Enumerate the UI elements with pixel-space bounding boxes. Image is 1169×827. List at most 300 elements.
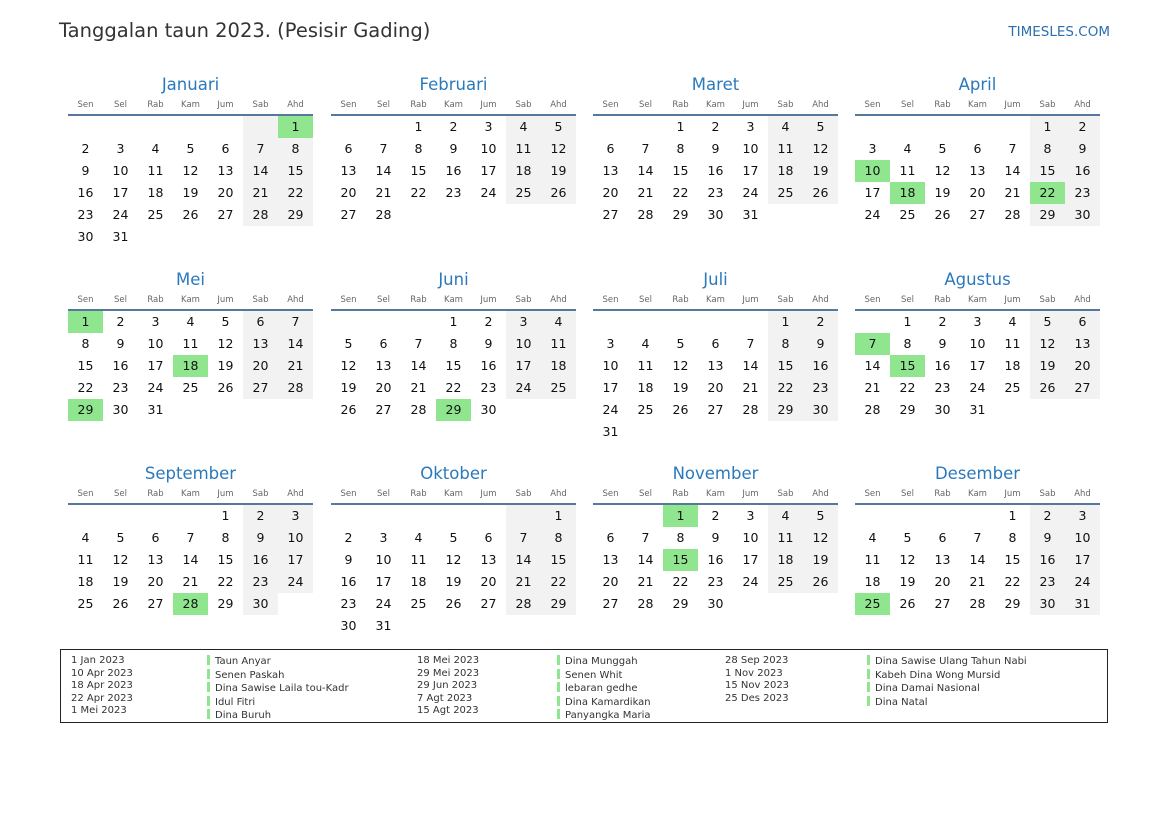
day-cell: 19 (803, 549, 838, 571)
day-cell: 16 (445, 163, 462, 178)
day-cell: 14 (637, 163, 654, 178)
holiday-cell: 18 (890, 182, 925, 204)
month-november (593, 460, 838, 615)
day-cell: 10 (112, 163, 129, 178)
legend-holiday (557, 696, 651, 710)
day-cell: 29 (278, 204, 313, 226)
day-cell: 17 (480, 163, 497, 178)
day-cell: 24 (506, 377, 541, 399)
legend-holiday (207, 696, 349, 710)
day-cell: 28 (243, 204, 278, 226)
day-cell: 30 (803, 399, 838, 421)
day-cell: 16 (803, 355, 838, 377)
empty-cell (331, 311, 366, 333)
day-cell: 30 (243, 593, 278, 615)
day-cell: 16 (340, 574, 357, 589)
weekday-label: Kam (181, 295, 200, 305)
empty-cell (628, 505, 663, 527)
weekday-label: Sab (777, 295, 794, 305)
empty-cell (768, 204, 803, 226)
empty-cell (698, 421, 733, 443)
weekday-header (855, 488, 1100, 505)
day-cell: 8 (278, 138, 313, 160)
day-cell: 26 (1030, 377, 1065, 399)
day-cell: 2 (116, 314, 125, 329)
day-cell: 23 (707, 185, 724, 200)
empty-cell (103, 116, 138, 138)
day-cell: 4 (641, 336, 650, 351)
day-cell: 28 (864, 402, 881, 417)
day-cell: 27 (375, 402, 392, 417)
day-cell: 11 (768, 527, 803, 549)
day-cell: 23 (803, 377, 838, 399)
holiday-cell: 28 (173, 593, 208, 615)
day-cell: 8 (541, 527, 576, 549)
day-cell: 12 (541, 138, 576, 160)
weekday-label: Sel (639, 295, 652, 305)
day-cell: 16 (480, 358, 497, 373)
day-cell: 21 (278, 355, 313, 377)
day-cell: 28 (637, 596, 654, 611)
legend-holiday (867, 669, 1027, 683)
day-cell: 19 (217, 358, 234, 373)
weekday-label: Ahd (550, 100, 567, 110)
day-cell: 14 (243, 160, 278, 182)
empty-cell (471, 615, 506, 637)
day-cell: 17 (742, 163, 759, 178)
day-cell: 20 (340, 185, 357, 200)
day-cell: 19 (541, 160, 576, 182)
day-cell: 5 (903, 530, 912, 545)
empty-cell (1065, 399, 1100, 421)
week-row (68, 377, 313, 399)
day-cell: 26 (182, 207, 199, 222)
day-cell: 27 (243, 377, 278, 399)
weekday-header (331, 294, 576, 311)
day-cell: 7 (278, 311, 313, 333)
week-row (331, 311, 576, 333)
weekday-label: Sab (252, 489, 269, 499)
day-cell: 2 (81, 141, 90, 156)
day-cell: 20 (1065, 355, 1100, 377)
day-cell: 3 (506, 311, 541, 333)
empty-cell (733, 311, 768, 333)
empty-cell (331, 116, 366, 138)
weekday-label: Ahd (1074, 489, 1091, 499)
legend-color-marker (867, 696, 870, 706)
day-cell: 19 (112, 574, 129, 589)
day-cell: 23 (1030, 571, 1065, 593)
holiday-cell: 1 (663, 505, 698, 527)
day-cell: 12 (899, 552, 916, 567)
day-cell: 6 (973, 141, 982, 156)
legend-dates-col-3 (725, 655, 789, 705)
day-cell: 14 (410, 358, 427, 373)
weekday-label: Jum (742, 295, 759, 305)
legend-dates-col-1 (71, 655, 133, 718)
day-cell: 6 (1065, 311, 1100, 333)
day-cell: 30 (707, 596, 724, 611)
empty-cell (401, 204, 436, 226)
week-row (331, 116, 576, 138)
weekday-label: Sab (777, 489, 794, 499)
day-cell: 24 (742, 574, 759, 589)
day-cell: 7 (379, 141, 388, 156)
day-cell: 12 (445, 552, 462, 567)
day-cell: 12 (803, 138, 838, 160)
legend-holiday (207, 682, 349, 696)
weekday-label: Rab (934, 295, 951, 305)
day-cell: 6 (606, 530, 615, 545)
weekday-label: Ahd (1074, 100, 1091, 110)
weekday-header (68, 294, 313, 311)
empty-cell (593, 311, 628, 333)
week-row (331, 355, 576, 377)
day-cell: 25 (768, 182, 803, 204)
weekday-label: Rab (410, 295, 427, 305)
day-cell: 31 (602, 424, 619, 439)
week-row (593, 549, 838, 571)
legend-holiday-name: lebaran gedhe (565, 683, 638, 695)
day-cell: 27 (602, 596, 619, 611)
day-cell: 23 (77, 207, 94, 222)
day-cell: 27 (707, 402, 724, 417)
day-cell: 25 (410, 596, 427, 611)
day-cell: 10 (480, 141, 497, 156)
day-cell: 23 (480, 380, 497, 395)
empty-cell (960, 505, 995, 527)
week-row (68, 116, 313, 138)
week-row (68, 549, 313, 571)
day-cell: 22 (899, 380, 916, 395)
legend-holiday (557, 655, 651, 669)
holiday-cell: 29 (68, 399, 103, 421)
day-cell: 4 (541, 311, 576, 333)
weekday-header (593, 488, 838, 505)
day-cell: 19 (445, 574, 462, 589)
day-cell: 12 (934, 163, 951, 178)
day-cell: 27 (480, 596, 497, 611)
weekday-label: Ahd (550, 295, 567, 305)
week-row (68, 311, 313, 333)
weekday-label: Jum (217, 100, 234, 110)
day-cell: 22 (768, 377, 803, 399)
day-cell: 16 (112, 358, 129, 373)
weekday-label: Rab (672, 489, 689, 499)
day-cell: 13 (969, 163, 986, 178)
weekday-label: Sel (901, 100, 914, 110)
weekday-label: Sen (340, 489, 357, 499)
empty-cell (208, 226, 243, 248)
legend-color-marker (557, 669, 560, 679)
day-cell: 20 (243, 355, 278, 377)
site-link[interactable]: TIMESLES.COM (1008, 24, 1110, 40)
day-cell: 13 (243, 333, 278, 355)
day-cell: 18 (864, 574, 881, 589)
day-cell: 26 (934, 207, 951, 222)
weekday-label: Jum (742, 489, 759, 499)
day-cell: 3 (868, 141, 877, 156)
holiday-cell: 15 (663, 549, 698, 571)
day-cell: 10 (742, 141, 759, 156)
day-cell: 2 (344, 530, 353, 545)
legend-date: 18 Mei 2023 (417, 655, 480, 666)
day-cell: 19 (182, 185, 199, 200)
week-row (331, 549, 576, 571)
day-cell: 26 (672, 402, 689, 417)
empty-cell (68, 116, 103, 138)
day-cell: 15 (768, 355, 803, 377)
day-cell: 31 (147, 402, 164, 417)
day-cell: 5 (803, 116, 838, 138)
day-cell: 23 (1065, 182, 1100, 204)
day-cell: 6 (344, 141, 353, 156)
day-cell: 6 (484, 530, 493, 545)
legend-color-marker (867, 655, 870, 665)
day-cell: 17 (742, 552, 759, 567)
day-cell: 9 (81, 163, 90, 178)
week-row (331, 527, 576, 549)
day-cell: 11 (147, 163, 164, 178)
day-cell: 21 (506, 571, 541, 593)
weekday-label: Ahd (812, 100, 829, 110)
weekday-label: Kam (706, 295, 725, 305)
week-row (855, 182, 1100, 204)
month-desember (855, 460, 1100, 615)
day-cell: 21 (637, 185, 654, 200)
legend-holiday-name: Taun Anyar (215, 656, 271, 667)
day-cell: 12 (672, 358, 689, 373)
empty-cell (855, 311, 890, 333)
day-cell: 4 (768, 116, 803, 138)
day-cell: 29 (541, 593, 576, 615)
day-cell: 20 (602, 185, 619, 200)
week-row (593, 421, 838, 443)
day-cell: 18 (506, 160, 541, 182)
day-cell: 23 (340, 596, 357, 611)
day-cell: 28 (410, 402, 427, 417)
week-row (593, 311, 838, 333)
week-row (68, 527, 313, 549)
day-cell: 15 (1004, 552, 1021, 567)
day-cell: 8 (676, 530, 685, 545)
weekday-label: Sab (1039, 295, 1056, 305)
legend-holiday (557, 709, 651, 723)
month-april (855, 71, 1100, 226)
day-cell: 13 (602, 552, 619, 567)
empty-cell (855, 116, 890, 138)
holiday-cell: 22 (1030, 182, 1065, 204)
legend-color-marker (867, 669, 870, 679)
day-cell: 30 (112, 402, 129, 417)
legend-date: 29 Jun 2023 (417, 680, 478, 692)
week-row (593, 399, 838, 421)
day-cell: 11 (77, 552, 94, 567)
day-cell: 5 (116, 530, 125, 545)
week-row (331, 505, 576, 527)
day-cell: 2 (449, 119, 458, 134)
day-cell: 6 (221, 141, 230, 156)
empty-cell (995, 116, 1030, 138)
day-cell: 1 (903, 314, 912, 329)
week-row (68, 505, 313, 527)
day-cell: 30 (340, 618, 357, 633)
day-cell: 25 (506, 182, 541, 204)
day-cell: 14 (182, 552, 199, 567)
day-cell: 15 (541, 549, 576, 571)
day-cell: 8 (414, 141, 423, 156)
day-cell: 6 (379, 336, 388, 351)
weekday-header (331, 99, 576, 116)
empty-cell (401, 615, 436, 637)
weekday-label: Rab (147, 100, 164, 110)
weekday-label: Jum (217, 489, 234, 499)
week-row (855, 355, 1100, 377)
day-cell: 7 (414, 336, 423, 351)
day-cell: 22 (672, 574, 689, 589)
day-cell: 19 (340, 380, 357, 395)
legend-date: 18 Apr 2023 (71, 680, 133, 692)
week-row (855, 204, 1100, 226)
day-cell: 27 (1065, 377, 1100, 399)
day-cell: 1 (221, 508, 230, 523)
day-cell: 15 (672, 163, 689, 178)
day-cell: 21 (637, 574, 654, 589)
day-cell: 24 (147, 380, 164, 395)
day-cell: 18 (768, 549, 803, 571)
holiday-legend (60, 649, 1108, 723)
weekday-label: Kam (706, 489, 725, 499)
day-cell: 29 (1004, 596, 1021, 611)
week-row (593, 160, 838, 182)
day-cell: 15 (77, 358, 94, 373)
day-cell: 13 (480, 552, 497, 567)
day-cell: 18 (147, 185, 164, 200)
week-row (593, 377, 838, 399)
day-cell: 6 (938, 530, 947, 545)
week-row (855, 571, 1100, 593)
day-cell: 14 (375, 163, 392, 178)
week-row (855, 593, 1100, 615)
day-cell: 22 (77, 380, 94, 395)
weekday-label: Sab (515, 295, 532, 305)
month-agustus (855, 266, 1100, 421)
week-row (855, 160, 1100, 182)
day-cell: 24 (864, 207, 881, 222)
day-cell: 23 (112, 380, 129, 395)
weekday-label: Sel (114, 100, 127, 110)
empty-cell (366, 505, 401, 527)
legend-holiday-name: Senen Paskah (215, 669, 285, 681)
empty-cell (208, 399, 243, 421)
day-cell: 25 (147, 207, 164, 222)
legend-color-marker (557, 696, 560, 706)
week-row (331, 593, 576, 615)
weekday-label: Ahd (812, 295, 829, 305)
day-cell: 19 (803, 160, 838, 182)
holiday-cell: 18 (173, 355, 208, 377)
empty-cell (243, 399, 278, 421)
weekday-header (331, 488, 576, 505)
weekday-label: Kam (444, 100, 463, 110)
day-cell: 27 (147, 596, 164, 611)
month-juli (593, 266, 838, 443)
day-cell: 24 (278, 571, 313, 593)
weekday-label: Sel (901, 295, 914, 305)
month-title: Oktober (420, 464, 487, 483)
week-row (593, 138, 838, 160)
day-cell: 7 (641, 141, 650, 156)
month-title: April (958, 75, 997, 94)
day-cell: 29 (217, 596, 234, 611)
week-row (331, 138, 576, 160)
weekday-label: Rab (934, 489, 951, 499)
month-title: November (672, 464, 759, 483)
empty-cell (506, 615, 541, 637)
day-cell: 28 (506, 593, 541, 615)
month-title: Februari (419, 75, 488, 94)
day-cell: 22 (1004, 574, 1021, 589)
day-cell: 13 (934, 552, 951, 567)
weekday-label: Sel (114, 489, 127, 499)
empty-cell (890, 505, 925, 527)
week-row (855, 549, 1100, 571)
legend-date: 22 Apr 2023 (71, 692, 133, 704)
empty-cell (243, 116, 278, 138)
legend-color-marker (557, 655, 560, 665)
legend-holiday (207, 655, 349, 669)
day-cell: 23 (934, 380, 951, 395)
week-row (593, 333, 838, 355)
day-cell: 4 (414, 530, 423, 545)
weekday-label: Kam (706, 100, 725, 110)
day-cell: 6 (151, 530, 160, 545)
day-cell: 6 (711, 336, 720, 351)
day-cell: 28 (969, 596, 986, 611)
day-cell: 9 (344, 552, 353, 567)
month-title: Juni (438, 270, 469, 289)
day-cell: 24 (480, 185, 497, 200)
day-cell: 12 (1030, 333, 1065, 355)
day-cell: 26 (340, 402, 357, 417)
day-cell: 10 (506, 333, 541, 355)
day-cell: 28 (278, 377, 313, 399)
day-cell: 20 (934, 574, 951, 589)
legend-color-marker (557, 709, 560, 719)
day-cell: 9 (711, 530, 720, 545)
legend-date: 1 Mei 2023 (71, 705, 127, 717)
day-cell: 19 (1030, 355, 1065, 377)
weekday-label: Sel (901, 489, 914, 499)
weekday-label: Jum (480, 295, 497, 305)
day-cell: 24 (1065, 571, 1100, 593)
week-row (331, 182, 576, 204)
day-cell: 17 (112, 185, 129, 200)
day-cell: 12 (112, 552, 129, 567)
day-cell: 5 (449, 530, 458, 545)
day-cell: 4 (1008, 314, 1017, 329)
weekday-label: Sab (1039, 100, 1056, 110)
day-cell: 14 (278, 333, 313, 355)
day-cell: 7 (1008, 141, 1017, 156)
weekday-label: Sel (377, 489, 390, 499)
month-juni (331, 266, 576, 421)
legend-color-marker (207, 682, 210, 692)
holiday-cell: 7 (855, 333, 890, 355)
day-cell: 20 (969, 185, 986, 200)
day-cell: 18 (768, 160, 803, 182)
weekday-label: Rab (410, 489, 427, 499)
